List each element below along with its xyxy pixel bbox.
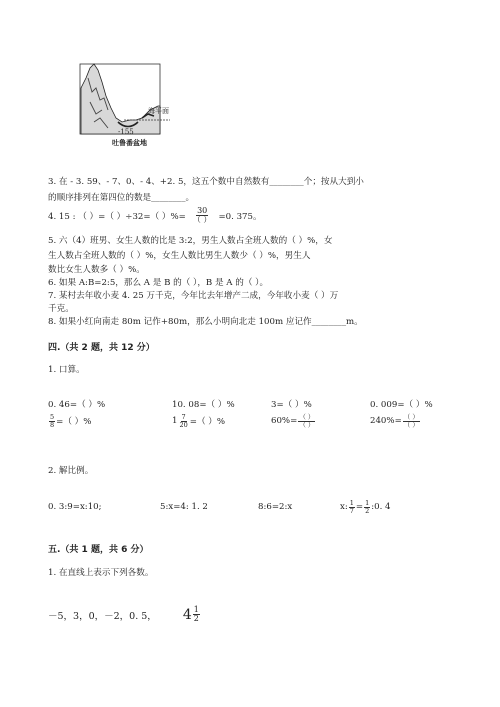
fraction-numerator: （ ） [299,413,315,421]
oral-calc-item: 0. 009=（ ）% [370,400,433,410]
question-5-line-2: 生人数占全班人数的（ ）%，女生人数比男生人数少（ ）%，男生人 [48,251,311,261]
numbers-text: －5，3，0，－2，0. 5， [48,610,157,622]
oral-calc-head: 240%= [370,416,402,426]
oral-calc-item [172,414,225,428]
question-4-fraction [192,207,213,224]
fraction [298,414,315,428]
question-4-text-b: =0. 375。 [218,211,262,222]
fraction [193,606,200,623]
fraction-denominator: 8 [50,420,55,429]
proportion-tail: :0. 4 [371,502,391,512]
question-4 [48,207,262,224]
proportion-head: x: [340,502,348,512]
fraction-denominator: 2 [365,506,370,515]
fraction-numerator: 30 [197,206,208,215]
sea-level-label: 海平面 [148,107,169,115]
question-7-line-2: 千克。 [48,304,74,314]
section-5-title: 五.（共 1 题，共 6 分） [48,545,149,555]
oral-calc-item: 0. 46=（ ）% [48,400,106,410]
fraction-numerator: （ ） [403,413,419,421]
turpan-basin-figure [78,58,178,154]
question-3-line-1: 3. 在 - 3. 59、- 7、0、- 4、+2. 5，这五个数中自然数有________个；按从大到小 [48,177,364,187]
question-5-line-1: 5. 六（4）班男、女生人数的比是 3:2，男生人数占全班人数的（ ）%，女 [48,236,333,246]
proportion-item [340,500,391,514]
depth-label: -155 [118,128,134,136]
fraction-denominator: 20 [179,420,188,429]
numbers-list [48,606,201,623]
fraction-denominator: （ ） [403,420,419,429]
fraction-numerator: 5 [50,413,55,421]
proportion-item: 8:6=2:x [258,502,293,512]
oral-calc-item: 10. 08=（ ）% [172,400,235,410]
fraction-denominator: （ ） [192,215,212,224]
question-4-text-a: 4. 15 : （ ）=（ ）÷32=（ ）%= [48,211,186,222]
section-4-q1-label: 1. 口算。 [48,365,85,375]
mixed-whole: 1 [172,416,178,426]
oral-calc-item [271,414,316,428]
question-7-line-1: 7. 某村去年收小麦 4. 25 万千克，今年比去年增产二成，今年收小麦（ ）万 [48,291,339,301]
fraction-denominator: （ ） [299,420,315,429]
fraction-denominator: 7 [349,506,354,515]
question-8: 8. 如果小红向南走 80m 记作+80m，那么小明向北走 100m 应记作________m。 [48,317,363,327]
oral-calc-item [370,414,421,428]
fraction [364,500,370,514]
fraction [349,500,355,514]
fraction-numerator: 1 [193,605,199,614]
section-5-q1-label: 1. 在直线上表示下列各数。 [48,568,154,578]
mixed-whole: 4 [182,606,192,623]
oral-calc-head: 60%= [271,416,298,426]
proportion-item: 0. 3:9=x:10; [48,502,102,512]
section-4-title: 四.（共 2 题，共 12 分） [48,343,155,353]
oral-calc-item [48,414,91,428]
fraction-denominator: 2 [193,614,199,623]
fraction-numerator: 7 [181,413,186,421]
figure-caption: 吐鲁番盆地 [112,139,147,147]
fraction [178,414,188,428]
proportion-item: 5:x=4: 1. 2 [160,502,208,512]
fraction [403,414,420,428]
fraction-numerator: 1 [349,499,354,507]
oral-calc-tail: =（ ）% [56,417,92,427]
fraction [49,414,55,428]
section-4-q2-label: 2. 解比例。 [48,466,94,476]
question-6: 6. 如果 A:B=2:5，那么 A 是 B 的（ ），B 是 A 的（ ）。 [48,278,269,288]
oral-calc-tail: =（ ）% [189,417,226,427]
question-3-line-2: 的顺序排列在第四位的数是________。 [48,193,195,203]
oral-calc-item: 3=（ ）% [271,400,312,410]
equals-sign: = [355,502,364,512]
question-5-line-3: 数比女生人数多（ ）%。 [48,265,145,275]
fraction-numerator: 1 [365,499,370,507]
